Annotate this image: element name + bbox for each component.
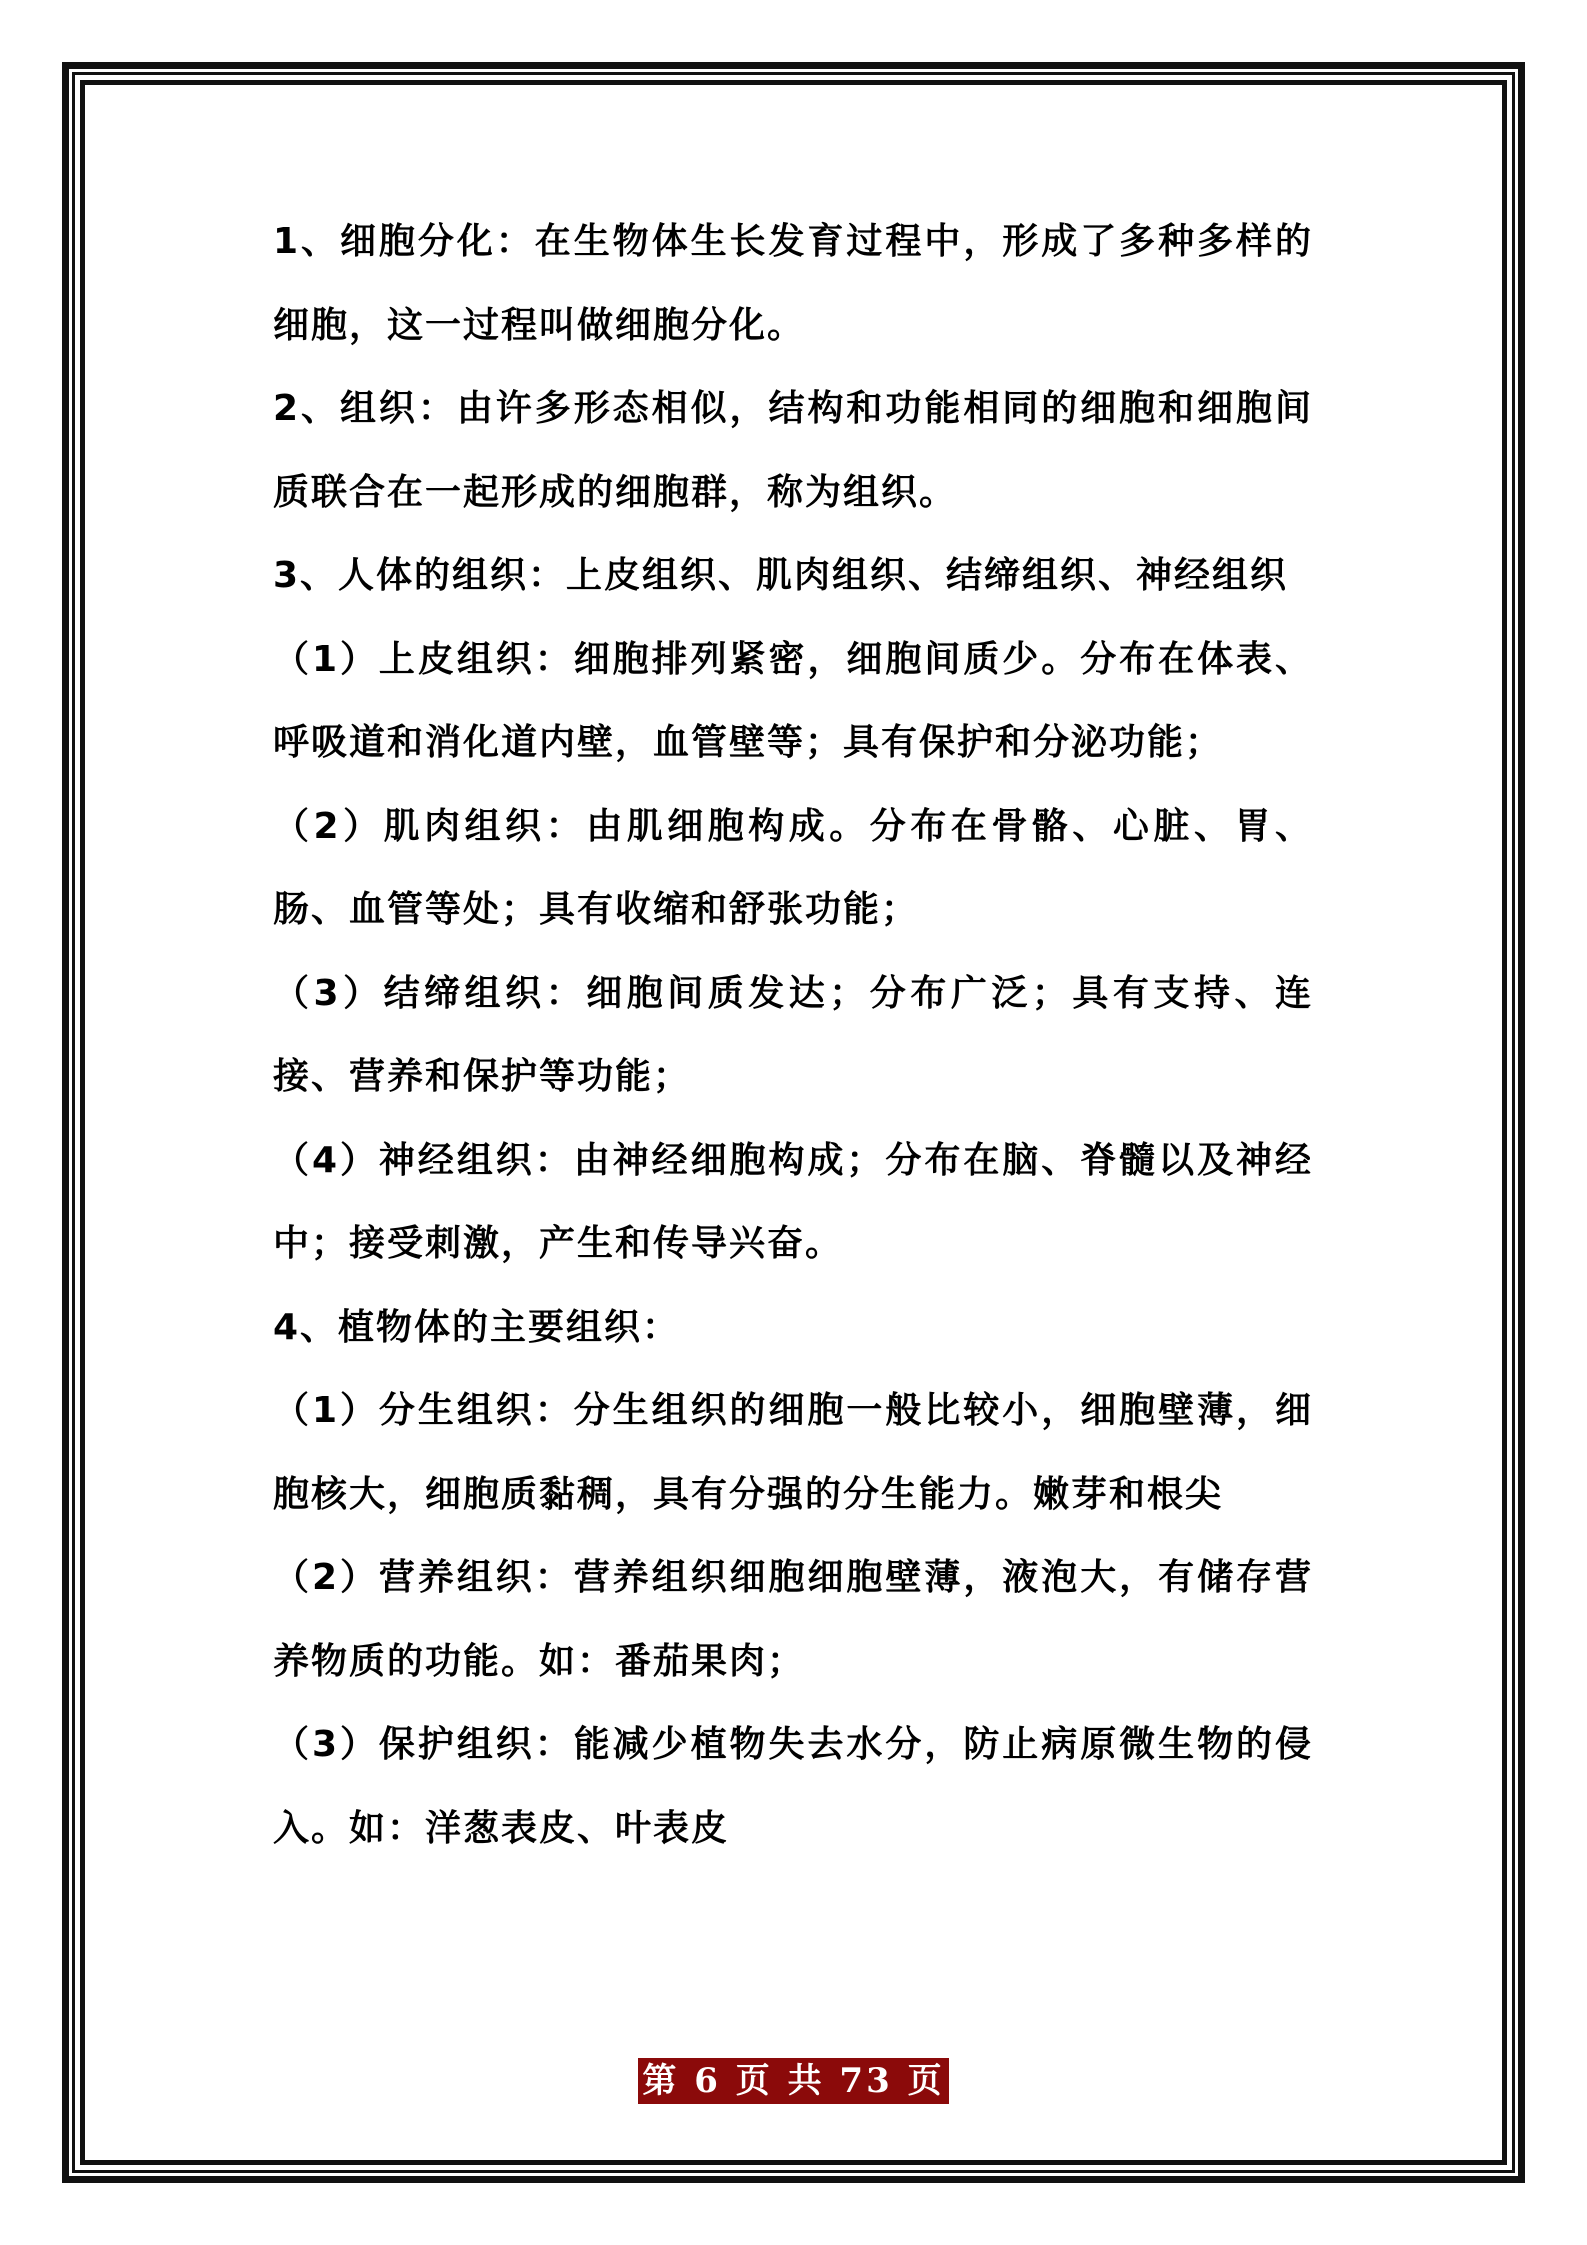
page-footer	[0, 2058, 1587, 2104]
paragraph-plant-tissues-heading: 4、植物体的主要组织：	[273, 1306, 681, 1348]
paragraph-cell-differentiation: 1、细胞分化：在生物体生长发育过程中，形成了多种多样的细胞，这一过程叫做细胞分化。	[273, 221, 1313, 346]
paragraph-human-tissues: 3、人体的组织：上皮组织、肌肉组织、结缔组织、神经组织	[273, 555, 1289, 596]
paragraph-nutritive-tissue: （2）营养组织：营养组织细胞细胞壁薄，液泡大，有储存营养物质的功能。如：番茄果肉；	[273, 1557, 1313, 1682]
paragraph-nervous-tissue: （4）神经组织：由神经细胞构成；分布在脑、脊髓以及神经中；接受刺激，产生和传导兴奋。	[273, 1139, 1313, 1264]
paragraph-epithelial-tissue: （1）上皮组织：细胞排列紧密，细胞间质少。分布在体表、呼吸道和消化道内壁，血管壁等；具有保护和分泌功能；	[273, 638, 1313, 763]
page-number-label: 第 6 页 共 73 页	[638, 2058, 948, 2104]
paragraph-muscle-tissue: （2）肌肉组织：由肌细胞构成。分布在骨骼、心脏、胃、肠、血管等处；具有收缩和舒张功能；	[273, 805, 1313, 930]
paragraph-meristematic-tissue: （1）分生组织：分生组织的细胞一般比较小，细胞壁薄，细胞核大，细胞质黏稠，具有分强的分生能力。嫩芽和根尖	[273, 1390, 1313, 1515]
paragraph-connective-tissue: （3）结缔组织：细胞间质发达；分布广泛；具有支持、连接、营养和保护等功能；	[273, 972, 1313, 1097]
paragraph-tissue-definition: 2、组织：由许多形态相似，结构和功能相同的细胞和细胞间质联合在一起形成的细胞群，称为组织。	[273, 388, 1313, 513]
document-body	[273, 200, 1313, 1870]
paragraph-protective-tissue: （3）保护组织：能减少植物失去水分，防止病原微生物的侵入。如：洋葱表皮、叶表皮	[273, 1724, 1313, 1849]
